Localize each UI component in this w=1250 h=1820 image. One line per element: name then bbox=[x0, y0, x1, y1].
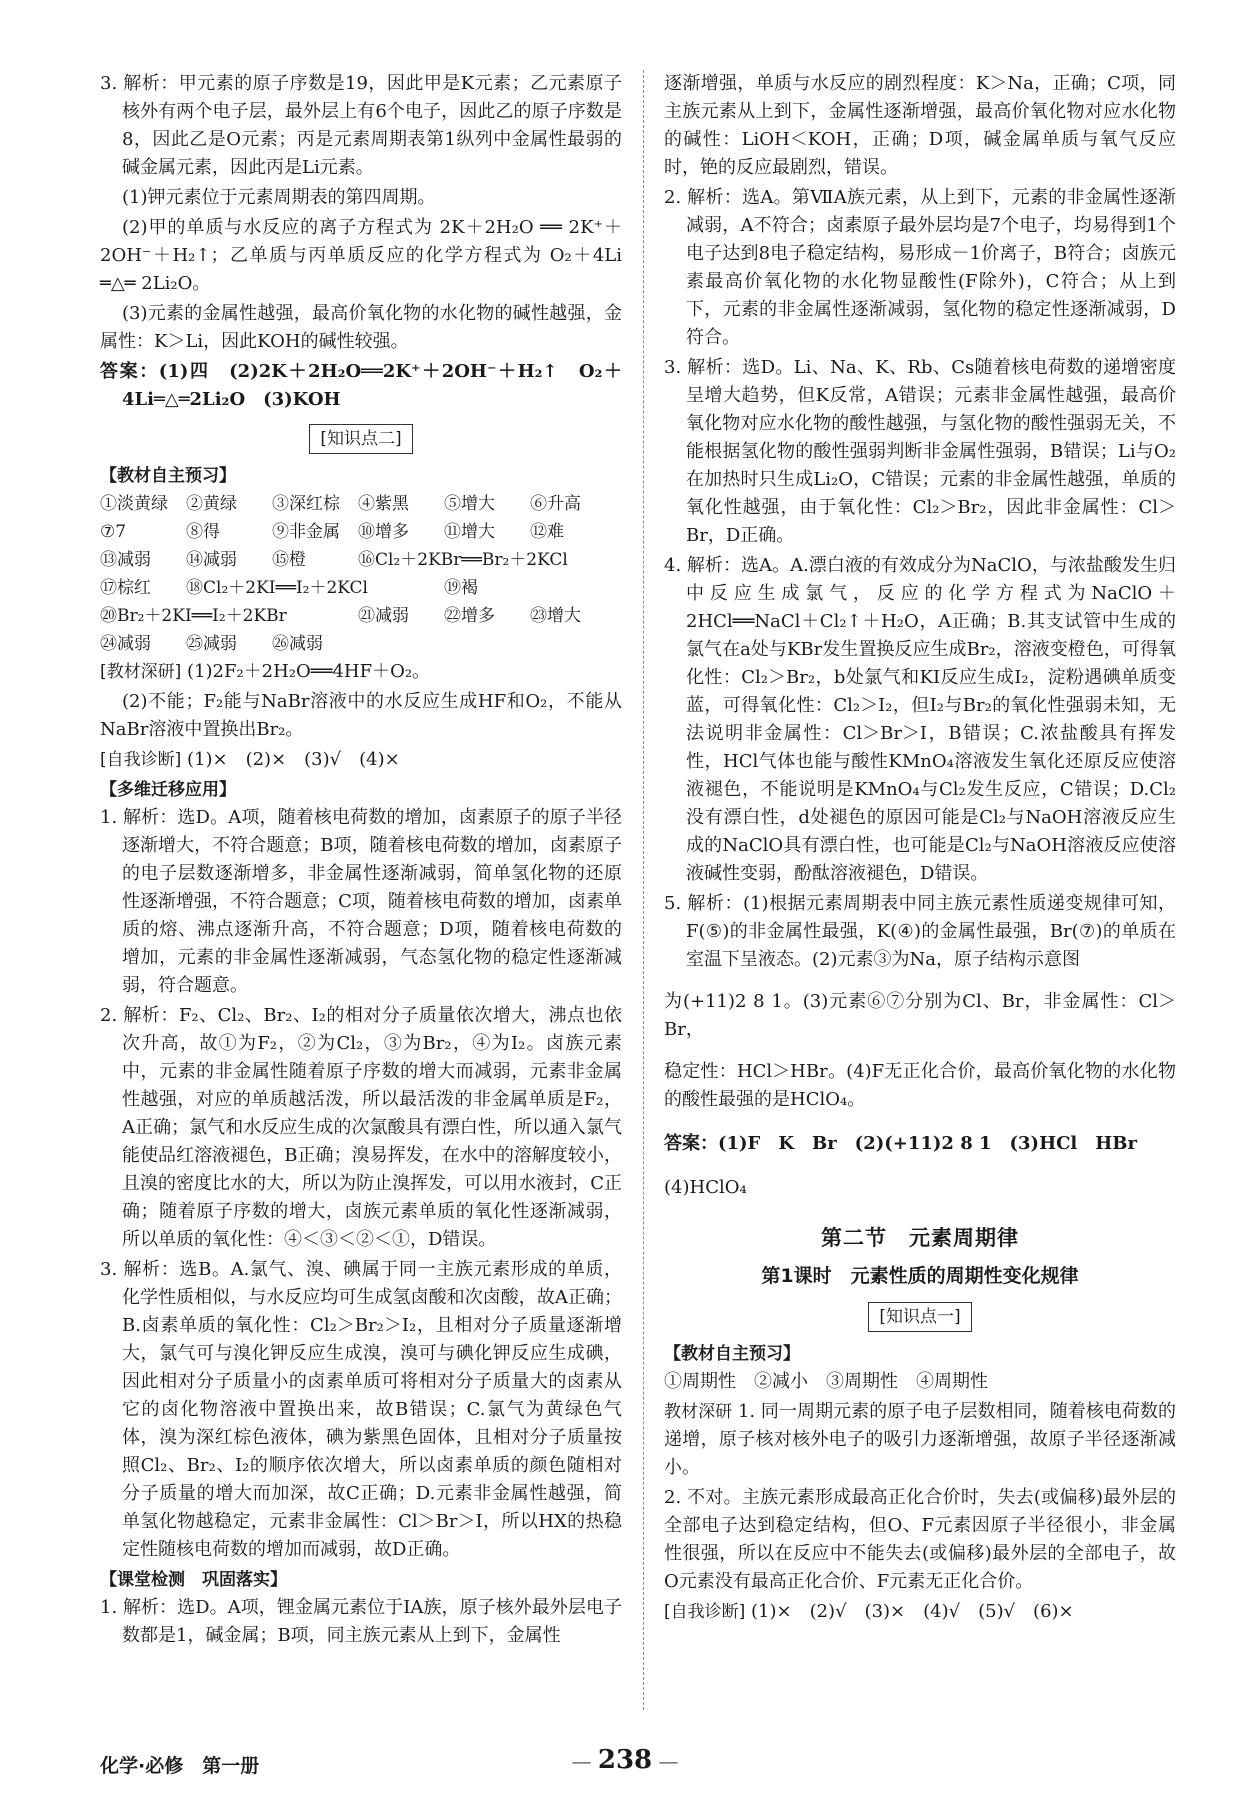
preview-item: ⑪增大 bbox=[444, 522, 495, 542]
preview-item: ⑲褐 bbox=[444, 578, 478, 598]
knowledge-point-2-label: [知识点二] bbox=[309, 424, 412, 454]
class-test-answer-1: 1. 解析：选D。A项，锂金属元素位于ⅠA族，原子核外最外层电子数都是1，碱金属；B项，同主族元素从上到下，金属性 bbox=[100, 1597, 622, 1646]
right-study-row-1 bbox=[664, 1398, 1176, 1482]
answer-5-line-2: (4)HClO₄ bbox=[664, 1177, 747, 1198]
preview-item: ⑧得 bbox=[186, 522, 220, 542]
apply-answer-3: 3. 解析：选B。A.氯气、溴、碘属于同一主族元素形成的单质，化学性质相似，与水反应均可生成氢卤酸和次卤酸，故A正确；B.卤素单质的氧化性：Cl₂＞Br₂＞I₂，且相对分子质量逐渐增大，氯气可与溴化钾反应生成溴，溴可与碘化钾反应生成碘，因此相对分子质量小的卤素单质可将相对分子质量大的卤素从它的卤化物溶液中置换出来，故B错误；C.氯气为黄绿色气体，溴为深红棕色液体，碘为紫黑色固体，且相对分子质量按照Cl₂、Br₂、I₂的顺序依次增大，所以卤素单质的颜色随相对分子质量的增大而加深，故C正确；D.元素非金属性越强，简单氢化物越稳定，元素非金属性：Cl＞Br＞I，所以HX的热稳定性随核电荷数的增加而减弱，故D正确。 bbox=[100, 1259, 622, 1560]
study-row-1 bbox=[100, 658, 622, 686]
preview-item: ㉔减弱 bbox=[100, 634, 151, 654]
left-column bbox=[100, 70, 622, 1652]
column-divider bbox=[643, 70, 644, 1710]
page-number: — 238 — bbox=[560, 1746, 690, 1775]
knowledge-point-2-heading bbox=[100, 424, 622, 454]
study-answer-2: (2)不能；F₂能与NaBr溶液中的水反应生成HF和O₂，不能从NaBr溶液中置换出Br₂。 bbox=[100, 691, 622, 740]
preview-item: ⑳Br₂＋2KI══I₂＋2KBr bbox=[100, 606, 287, 626]
right-diagnosis-answers: (1)× (2)√ (3)× (4)√ (5)√ (6)× bbox=[751, 1601, 1074, 1622]
preview-item: ④紫黑 bbox=[358, 494, 409, 514]
preview-item: ㉓增大 bbox=[530, 606, 581, 626]
preview-heading: 【 教材自主预习 】 bbox=[100, 462, 622, 490]
preview-item: ⑩增多 bbox=[358, 522, 409, 542]
preview-item: ①淡黄绿 bbox=[100, 494, 168, 514]
right-study-answer-1: 1. 同一周期元素的原子电子层数相同，随着核电荷数的递增，原子核对核外电子的吸引力逐渐增强，故原子半径逐渐减小。 bbox=[664, 1401, 1176, 1478]
answer-3-sub1: (1)钾元素位于元素周期表的第四周期。 bbox=[122, 187, 436, 208]
preview-item: ⑭减弱 bbox=[186, 550, 237, 570]
right-diagnosis-row bbox=[664, 1598, 1176, 1626]
class-test-heading: 【 课堂检测 巩固落实 】 bbox=[100, 1566, 622, 1594]
class-test-answer-1-continued: 逐渐增强，单质与水反应的剧烈程度：K＞Na，正确；C项，同主族元素从上到下，金属性逐渐增强，最高价氧化物对应水化物的碱性：LiOH＜KOH，正确；D项，碱金属单质与氧气反应时，铯的反应最剧烈，错误。 bbox=[664, 73, 1176, 178]
preview-item: ⑮橙 bbox=[272, 550, 306, 570]
preview-item: ⑨非金属 bbox=[272, 522, 340, 542]
apply-heading: 【 多维迁移应用 】 bbox=[100, 776, 622, 804]
preview-item: ③深红棕 bbox=[272, 494, 340, 514]
study-answer-1: (1)2F₂＋2H₂O══4HF＋O₂。 bbox=[187, 661, 431, 682]
preview-item: ⑫难 bbox=[530, 522, 564, 542]
preview-item: ㉑减弱 bbox=[358, 606, 409, 626]
class-test-answer-2: 2. 解析：选A。第ⅦA族元素，从上到下，元素的非金属性逐渐减弱，A不符合；卤素原子最外层均是7个电子，均易得到1个电子达到8电子稳定结构，易形成－1价离子，B符合；卤族元素最高价氧化物的水化物显酸性(F除外)，C符合；从上到下，元素的非金属性逐渐减弱，氢化物的稳定性逐渐减弱，D符合。 bbox=[664, 187, 1176, 348]
preview-item: ㉖减弱 bbox=[272, 634, 323, 654]
right-diagnosis-tag: [自我诊断] bbox=[664, 1602, 746, 1622]
answer-3-sub2: (2)甲的单质与水反应的离子方程式为 2K＋2H₂O ══ 2K⁺＋2OH⁻＋H₂↑；乙单质与丙单质反应的化学方程式为 O₂＋4Li ═△═ 2Li₂O。 bbox=[100, 217, 622, 294]
class-test-answer-5-end: 稳定性：HCl＞HBr。(4)F无正化合价，最高价氧化物的水化物的酸性最强的是HClO₄。 bbox=[664, 1061, 1176, 1110]
preview-item: ⑰棕红 bbox=[100, 578, 151, 598]
preview-item: ②黄绿 bbox=[186, 494, 237, 514]
right-study-tag: 教材深研 bbox=[664, 1402, 733, 1422]
right-study-answer-2: 2. 不对。主族元素形成最高正化合价时，失去(或偏移)最外层的全部电子达到稳定结构，但O、F元素因原子半径很小，非金属性很强，所以在反应中不能失去(或偏移)最外层的全部电子，故O元素没有最高正化合价、F元素无正化合价。 bbox=[664, 1487, 1176, 1592]
apply-answer-2: 2. 解析：F₂、Cl₂、Br₂、I₂的相对分子质量依次增大，沸点也依次升高，故①为F₂，②为Cl₂，③为Br₂，④为I₂。卤族元素中，元素的非金属性随着原子序数的增大而减弱，元素非金属性越强，对应的单质越活泼，所以最活泼的非金属单质是F₂，A正确；氯气和水反应生成的次氯酸具有漂白性，所以通入氯气能使品红溶液褪色，B正确；溴易挥发，在水中的溶解度较小，且溴的密度比水的大，所以为防止溴挥发，可以用水液封，C正确；随着原子序数的增大，卤族元素单质的氧化性逐渐减弱，所以单质的氧化性：④＜③＜②＜①，D错误。 bbox=[100, 1005, 622, 1250]
answer-3-para: 3. 解析：甲元素的原子序数是19，因此甲是K元素；乙元素原子核外有两个电子层，最外层上有6个电子，因此乙的原子序数是8，因此乙是O元素；丙是元素周期表第1纵列中金属性最弱的碱金属元素，因此丙是Li元素。 bbox=[100, 73, 622, 178]
lesson-title: 第1课时 元素性质的周期性变化规律 bbox=[761, 1265, 1079, 1287]
preview-item: ⑬减弱 bbox=[100, 550, 151, 570]
class-test-answer-5-structure: 为(+11)2 8 1。(3)元素⑥⑦分别为Cl、Br，非金属性：Cl＞Br， bbox=[664, 991, 1176, 1040]
right-column bbox=[664, 70, 1176, 1628]
knowledge-point-1-heading bbox=[664, 1302, 1176, 1332]
preview-item: ⑱Cl₂＋2KI══I₂＋2KCl bbox=[186, 578, 368, 598]
preview-item: ㉕减弱 bbox=[186, 634, 237, 654]
preview-item: ⑯Cl₂＋2KBr══Br₂＋2KCl bbox=[358, 550, 568, 570]
preview-item: ㉒增多 bbox=[444, 606, 495, 626]
diagnosis-answers: (1)× (2)× (3)√ (4)× bbox=[187, 749, 400, 770]
answer-3-answer: 答案：(1)四 (2)2K＋2H₂O══2K⁺＋2OH⁻＋H₂↑ O₂＋4Li═△═2Li₂O (3)KOH bbox=[100, 361, 622, 410]
diagnosis-tag: [自我诊断] bbox=[100, 750, 182, 770]
class-test-answer-4: 4. 解析：选A。A.漂白液的有效成分为NaClO，与浓盐酸发生归中反应生成氯气，反应的化学方程式为NaClO＋2HCl══NaCl＋Cl₂↑＋H₂O，A正确；B.其支试管中生成的氯气在a处与KBr发生置换反应生成Br₂，溶液变橙色，可得氧化性：Cl₂＞Br₂，b处氯气和KI反应生成I₂，淀粉遇碘单质变蓝，可得氧化性：Cl₂＞I₂，但I₂与Br₂的氧化性强弱未知，无法说明非金属性：Cl＞Br＞I，B错误；C.浓盐酸具有挥发性，HCl气体也能与酸性KMnO₄溶液发生氧化还原反应使溶液褪色，不能说明是KMnO₄与Cl₂发生反应，C错误；D.Cl₂没有漂白性，d处褪色的原因可能是Cl₂与NaOH溶液反应生成的NaClO具有漂白性，也可能是Cl₂与NaOH溶液反应使溶液碱性变弱，酚酞溶液褪色，D错误。 bbox=[664, 555, 1177, 884]
preview-answer-grid bbox=[100, 490, 622, 658]
answer-5-line-1: 答案：(1)F K Br (2)(+11)2 8 1 (3)HCl HBr bbox=[664, 1133, 1137, 1154]
class-test-answer-3: 3. 解析：选D。Li、Na、K、Rb、Cs随着核电荷数的递增密度呈增大趋势，但K反常，A错误；元素非金属性越强，最高价氧化物对应水化物的酸性越强，与氢化物的酸性强弱无关，不能根据氢化物的酸性强弱判断非金属性强弱，B错误；Li与O₂在加热时只生成Li₂O，C错误；元素的非金属性越强，单质的氧化性越强，由于氧化性：Cl₂＞Br₂，因此非金属性：Cl＞Br，D正确。 bbox=[664, 357, 1176, 546]
preview-item: ⑦7 bbox=[100, 522, 127, 542]
apply-answer-1: 1. 解析：选D。A项，随着核电荷数的增加，卤素原子的原子半径逐渐增大，不符合题意；B项，随着核电荷数的增加，卤素原子的电子层数逐渐增多，非金属性逐渐减弱，简单氢化物的还原性逐渐增强，不符合题意；C项，随着核电荷数的增加，卤素单质的熔、沸点逐渐升高，不符合题意；D项，随着核电荷数的增加，元素的非金属性逐渐减弱，气态氢化物的稳定性逐渐减弱，符合题意。 bbox=[100, 807, 622, 996]
preview-item: ⑥升高 bbox=[530, 494, 581, 514]
class-test-answer-5: 5. 解析：(1)根据元素周期表中同主族元素性质递变规律可知，F(⑤)的非金属性最强，K(④)的金属性最强，Br(⑦)的单质在室温下呈液态。(2)元素③为Na，原子结构示意图 bbox=[664, 893, 1176, 970]
knowledge-point-1-label: [知识点一] bbox=[868, 1302, 971, 1332]
right-preview-answers: ①周期性 ②减小 ③周期性 ④周期性 bbox=[664, 1371, 988, 1392]
diagnosis-row bbox=[100, 746, 622, 774]
section-title: 第二节 元素周期律 bbox=[821, 1226, 1019, 1250]
study-tag: [教材深研] bbox=[100, 662, 182, 682]
right-preview-heading: 【 教材自主预习 】 bbox=[664, 1340, 1176, 1368]
answer-3-sub3: (3)元素的金属性越强，最高价氧化物的水化物的碱性越强，金属性：K＞Li，因此KOH的碱性较强。 bbox=[100, 303, 622, 352]
preview-item: ⑤增大 bbox=[444, 494, 495, 514]
footer-subject: 化学·必修 第一册 bbox=[100, 1755, 260, 1777]
